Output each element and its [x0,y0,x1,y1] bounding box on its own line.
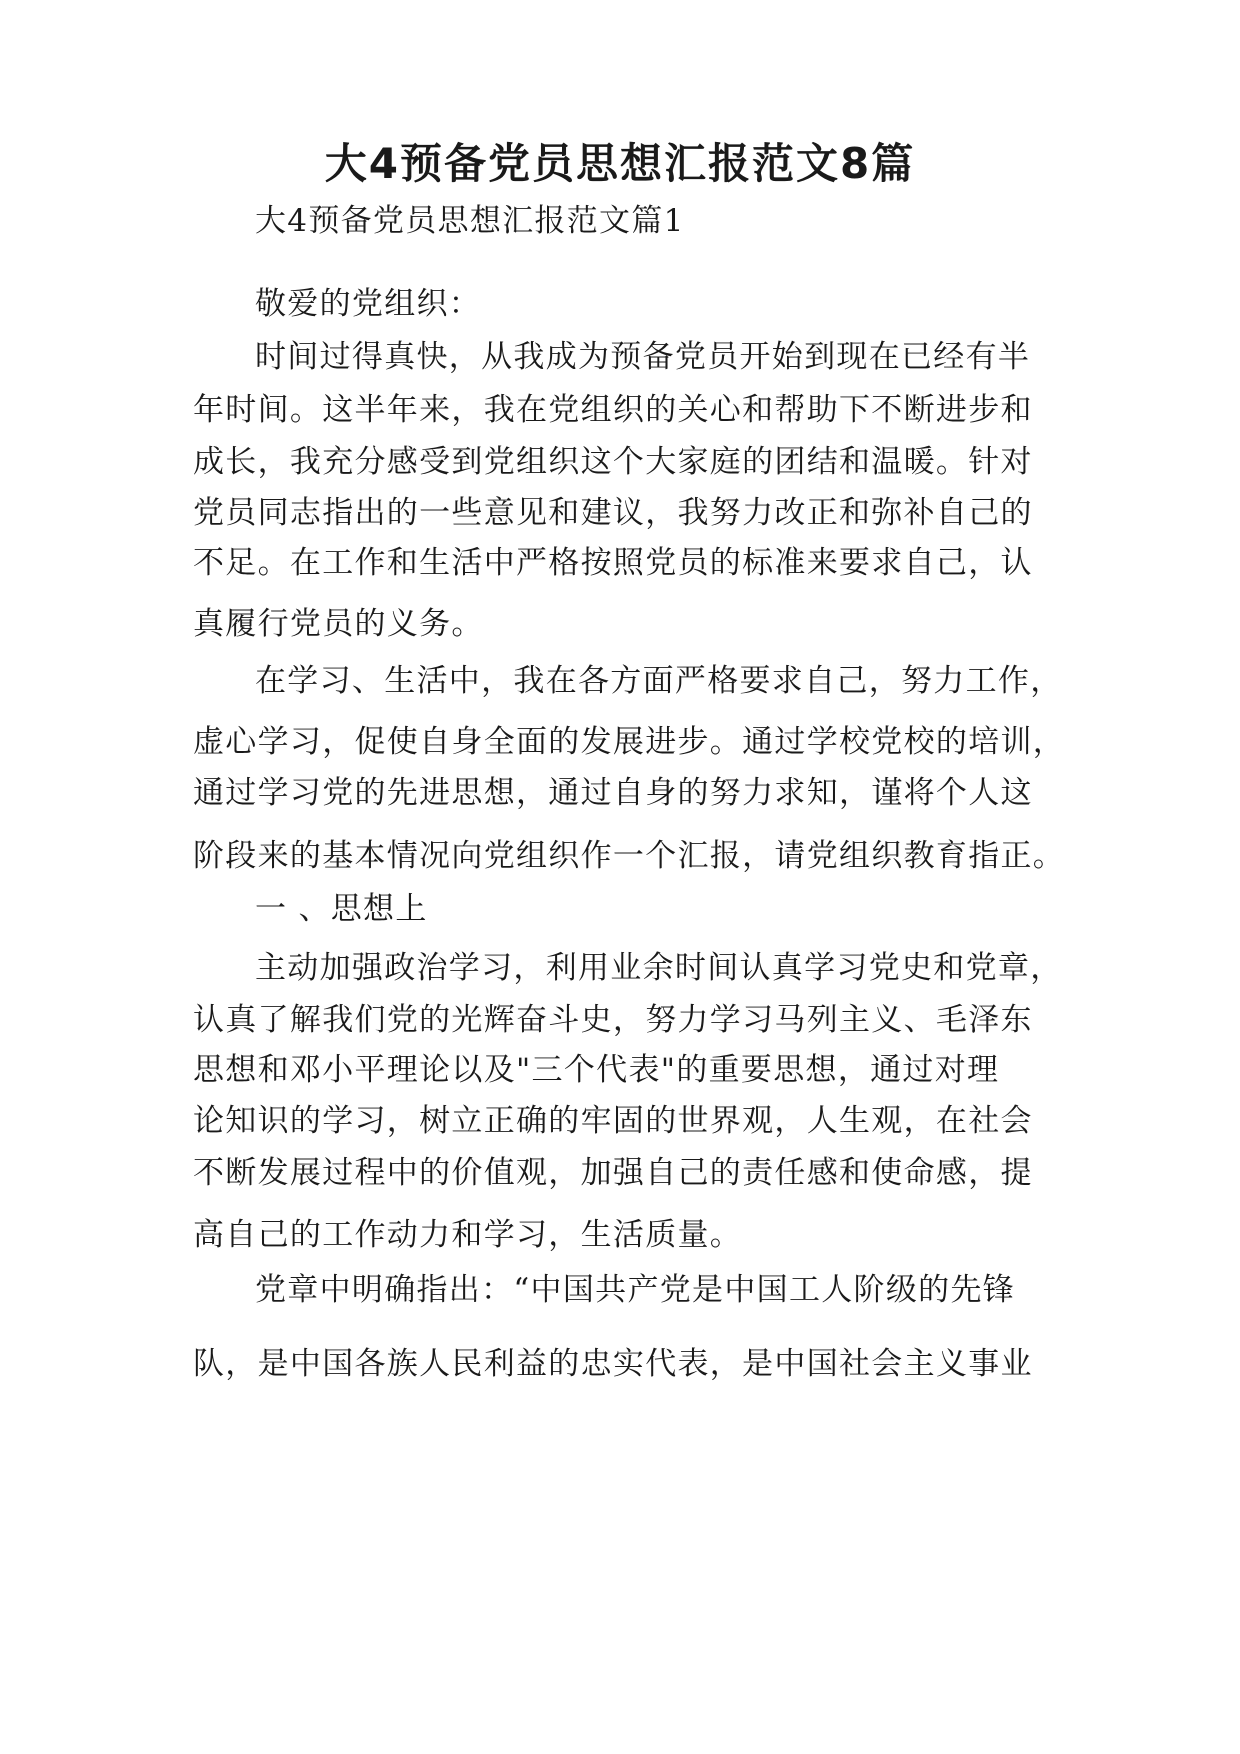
section-heading: 大4预备党员思想汇报范文篇1 [255,203,685,239]
paragraph-line: 真履行党员的义务。 [193,606,484,642]
paragraph-line: 不足。在工作和生活中严格按照党员的标准来要求自己，认 [193,545,1033,581]
paragraph-line: 认真了解我们党的光辉奋斗史，努力学习马列主义、毛泽东 [193,1002,1033,1038]
salutation: 敬爱的党组织： [255,286,482,322]
paragraph-line: 时间过得真快，从我成为预备党员开始到现在已经有半 [255,339,1031,375]
paragraph-line: 在学习、生活中，我在各方面严格要求自己，努力工作， [255,663,1063,699]
paragraph-line: 成长，我充分感受到党组织这个大家庭的团结和温暖。针对 [193,444,1033,480]
paragraph-line: 不断发展过程中的价值观，加强自己的责任感和使命感，提 [193,1155,1033,1191]
paragraph-line: 阶段来的基本情况向党组织作一个汇报，请党组织教育指正。 [193,838,1066,874]
paragraph-line: 虚心学习，促使自身全面的发展进步。通过学校党校的培训， [193,724,1066,760]
paragraph-line: 年时间。这半年来，我在党组织的关心和帮助下不断进步和 [193,392,1033,428]
section-heading: 一 、思想上 [255,891,428,927]
paragraph-line: 党员同志指出的一些意见和建议，我努力改正和弥补自己的 [193,495,1033,531]
paragraph-line: 通过学习党的先进思想，通过自身的努力求知，谨将个人这 [193,775,1033,811]
paragraph-line: 党章中明确指出：“中国共产党是中国工人阶级的先锋 [255,1272,1016,1308]
paragraph-line: 主动加强政治学习，利用业余时间认真学习党史和党章， [255,950,1063,986]
paragraph-line: 论知识的学习，树立正确的牢固的世界观，人生观，在社会 [193,1103,1033,1139]
paragraph-line: 思想和邓小平理论以及"三个代表"的重要思想，通过对理 [193,1052,1000,1088]
paragraph-line: 队，是中国各族人民利益的忠实代表，是中国社会主义事业 [193,1346,1033,1382]
paragraph-line: 高自己的工作动力和学习，生活质量。 [193,1217,743,1253]
document-title: 大4预备党员思想汇报范文8篇 [324,139,916,188]
